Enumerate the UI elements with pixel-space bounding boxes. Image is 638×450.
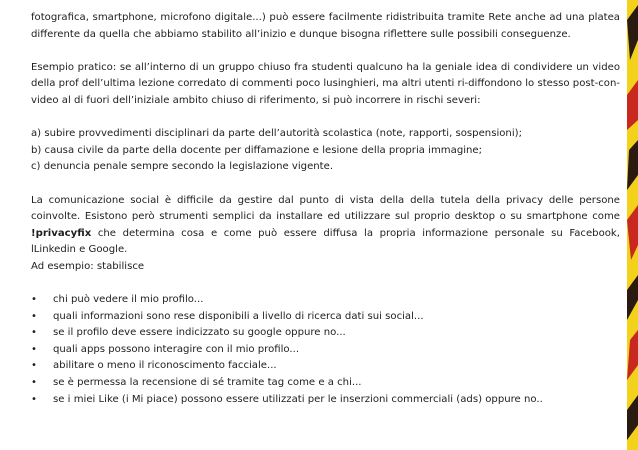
bullet-icon: • — [31, 393, 37, 405]
example-paragraph: Esempio pratico: se all’interno di un gruppo chiuso fra studenti qualcuno ha la geniale idea di condividere un video della prof dell’ultima lezione corredato di commenti poco lusinghieri, ma altri utenti ri-diffondono lo stesso post-con-video al di fuori dell’iniziale ambito chiuso di riferimento, si può incorrere in rischi severi: — [31, 61, 620, 106]
privacyfix-tool-name: !privacyfix — [31, 227, 92, 239]
risk-item-c: c) denuncia penale sempre secondo la legislazione vigente. — [31, 161, 334, 173]
list-item-text: chi può vedere il mio profilo... — [53, 294, 204, 306]
list-item-text: se è permessa la recensione di sé tramite tag come e a chi... — [53, 377, 362, 389]
social-text-before: La comunicazione social è difficile da gestire dal punto di vista della della tutela della privacy delle persone coinvolte. Esistono però strumenti semplici da installare ed utilizzare sul proprio desktop o su smartphone come — [31, 194, 620, 223]
bullet-icon: • — [31, 327, 37, 339]
list-item — [31, 292, 620, 309]
risk-item-a: a) subire provvedimenti disciplinari da parte dell’autorità scolastica (note, rapporti, sospensioni); — [31, 128, 522, 140]
bullet-icon: • — [31, 360, 37, 372]
intro-paragraph: fotografica, smartphone, microfono digitale...) può essere facilmente ridistribuita tramite Rete anche ad una platea differente da quella che abbiamo stabilito all’inizio e dunque bisogna riflettere sulle possibili conseguenze. — [31, 12, 620, 40]
example-intro: Ad esempio: stabilisce — [31, 260, 145, 272]
list-item — [31, 342, 620, 359]
list-item — [31, 358, 620, 375]
list-item — [31, 309, 620, 326]
decorative-side-strip — [627, 0, 638, 450]
list-item-text: se i miei Like (i Mi piace) possono essere utilizzati per le inserzioni commerciali (ads) oppure no.. — [53, 393, 543, 405]
bullet-icon: • — [31, 377, 37, 389]
list-item — [31, 325, 620, 342]
social-text-after: che determina cosa e come può essere diffusa la propria informazione personale su Facebook, lLinkedin e Google. — [31, 227, 620, 256]
list-item — [31, 375, 620, 392]
list-item-text: quali apps possono interagire con il mio profilo... — [53, 343, 300, 355]
privacy-settings-list — [31, 292, 620, 408]
list-item — [31, 392, 620, 409]
social-privacy-paragraph — [31, 193, 620, 259]
bullet-icon: • — [31, 343, 37, 355]
risk-item-b: b) causa civile da parte della docente per diffamazione e lesione della propria immagine; — [31, 144, 483, 156]
document-body — [31, 10, 620, 408]
list-item-text: se il profilo deve essere indicizzato su google oppure no... — [53, 327, 346, 339]
list-item-text: abilitare o meno il riconoscimento facciale... — [53, 360, 277, 372]
bullet-icon: • — [31, 294, 37, 306]
list-item-text: quali informazioni sono rese disponibili a livello di ricerca dati sui social... — [53, 310, 424, 322]
bullet-icon: • — [31, 310, 37, 322]
